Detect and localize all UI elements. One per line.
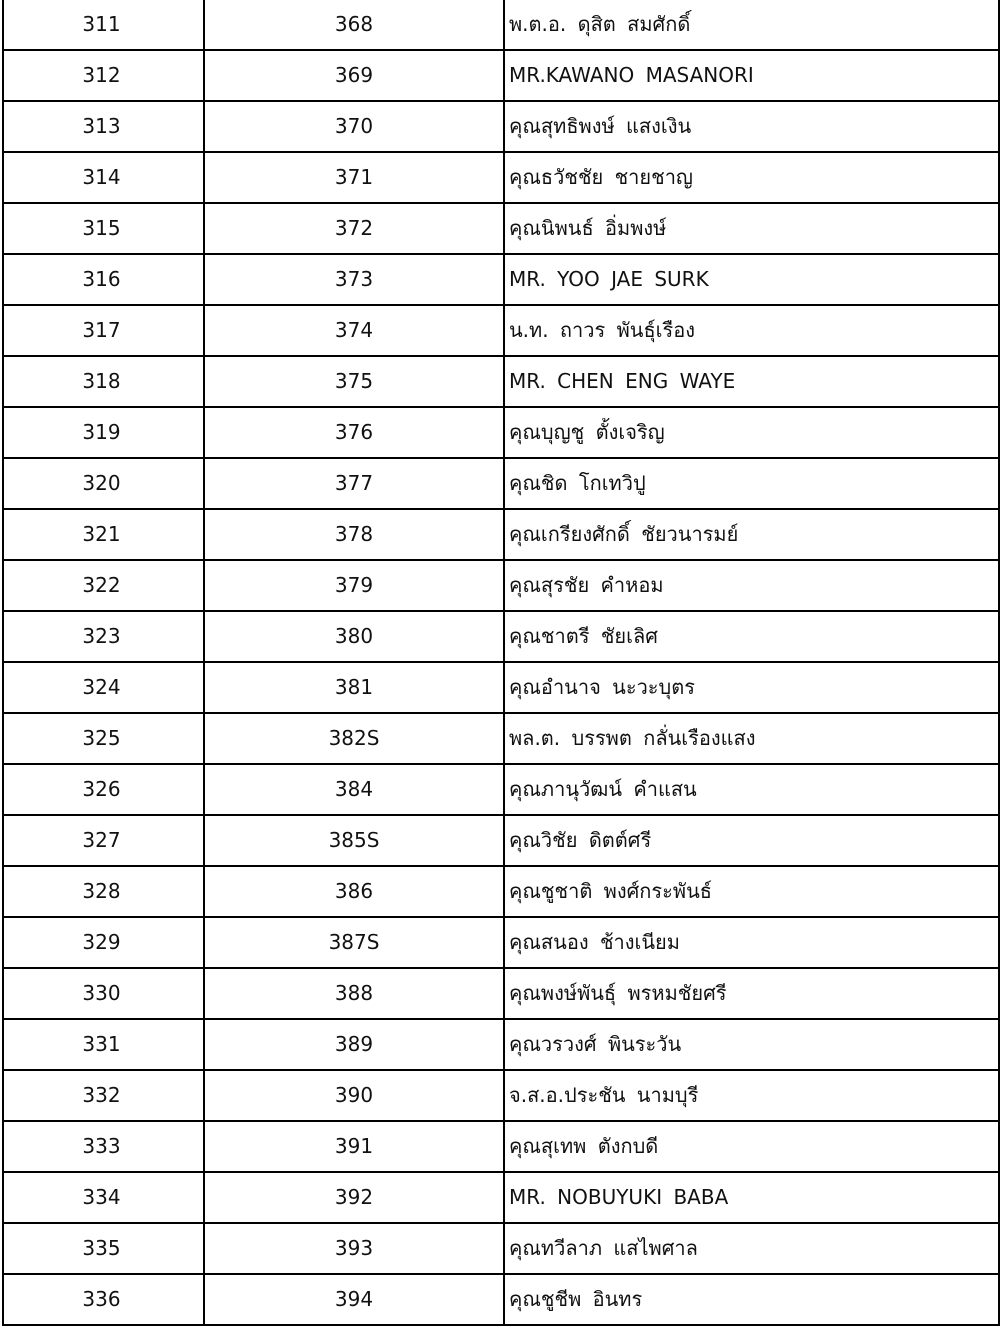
- member-name-cell: คุณสุเทพ ตังกบดี: [504, 1121, 999, 1172]
- sequence-number-cell: 314: [3, 152, 204, 203]
- sequence-number-cell: 335: [3, 1223, 204, 1274]
- member-name-cell: พ.ต.อ. ดุสิต สมศักดิ์: [504, 0, 999, 50]
- table-row: [3, 50, 999, 101]
- member-table: [2, 0, 1000, 1326]
- member-number-cell: 389: [204, 1019, 504, 1070]
- table-row: [3, 305, 999, 356]
- sequence-number-cell: 334: [3, 1172, 204, 1223]
- member-number-cell: 392: [204, 1172, 504, 1223]
- sequence-number-cell: 325: [3, 713, 204, 764]
- member-number-cell: 379: [204, 560, 504, 611]
- member-name-cell: MR.KAWANO MASANORI: [504, 50, 999, 101]
- table-row: [3, 968, 999, 1019]
- member-name-cell: คุณบุญชู ตั้งเจริญ: [504, 407, 999, 458]
- member-number-cell: 370: [204, 101, 504, 152]
- table-row: [3, 509, 999, 560]
- member-number-cell: 387S: [204, 917, 504, 968]
- sequence-number-cell: 332: [3, 1070, 204, 1121]
- table-row: [3, 458, 999, 509]
- member-name-cell: MR. NOBUYUKI BABA: [504, 1172, 999, 1223]
- member-number-cell: 390: [204, 1070, 504, 1121]
- table-row: [3, 1223, 999, 1274]
- member-number-cell: 369: [204, 50, 504, 101]
- table-row: [3, 866, 999, 917]
- member-number-cell: 394: [204, 1274, 504, 1325]
- member-name-cell: คุณสุรชัย คำหอม: [504, 560, 999, 611]
- member-name-cell: คุณพงษ์พันธุ์ พรหมชัยศรี: [504, 968, 999, 1019]
- member-name-cell: คุณชิด โกเทวิปู: [504, 458, 999, 509]
- sequence-number-cell: 316: [3, 254, 204, 305]
- table-row: [3, 662, 999, 713]
- sequence-number-cell: 318: [3, 356, 204, 407]
- member-number-cell: 376: [204, 407, 504, 458]
- sequence-number-cell: 322: [3, 560, 204, 611]
- sequence-number-cell: 317: [3, 305, 204, 356]
- sequence-number-cell: 329: [3, 917, 204, 968]
- table-row: [3, 611, 999, 662]
- sequence-number-cell: 331: [3, 1019, 204, 1070]
- sequence-number-cell: 324: [3, 662, 204, 713]
- member-number-cell: 375: [204, 356, 504, 407]
- sequence-number-cell: 319: [3, 407, 204, 458]
- table-row: [3, 101, 999, 152]
- table-row: [3, 1019, 999, 1070]
- member-number-cell: 377: [204, 458, 504, 509]
- member-name-cell: คุณนิพนธ์ อิ่มพงษ์: [504, 203, 999, 254]
- member-name-cell: จ.ส.อ.ประชัน นามบุรี: [504, 1070, 999, 1121]
- table-row: [3, 356, 999, 407]
- member-number-cell: 385S: [204, 815, 504, 866]
- sequence-number-cell: 328: [3, 866, 204, 917]
- member-number-cell: 381: [204, 662, 504, 713]
- member-name-cell: คุณเกรียงศักดิ์ ชัยวนารมย์: [504, 509, 999, 560]
- member-name-cell: พล.ต. บรรพต กลั่นเรืองแสง: [504, 713, 999, 764]
- sequence-number-cell: 315: [3, 203, 204, 254]
- sequence-number-cell: 313: [3, 101, 204, 152]
- member-number-cell: 374: [204, 305, 504, 356]
- table-row: [3, 1274, 999, 1325]
- member-number-cell: 384: [204, 764, 504, 815]
- table-row: [3, 152, 999, 203]
- member-name-cell: น.ท. ถาวร พันธุ์เรือง: [504, 305, 999, 356]
- member-name-cell: MR. YOO JAE SURK: [504, 254, 999, 305]
- member-name-cell: คุณธวัชชัย ชายชาญ: [504, 152, 999, 203]
- member-name-cell: คุณภานุวัฒน์ คำแสน: [504, 764, 999, 815]
- member-number-cell: 382S: [204, 713, 504, 764]
- table-row: [3, 713, 999, 764]
- member-name-cell: คุณอำนาจ นะวะบุตร: [504, 662, 999, 713]
- sequence-number-cell: 327: [3, 815, 204, 866]
- member-name-cell: คุณวรวงศ์ พินระวัน: [504, 1019, 999, 1070]
- table-row: [3, 560, 999, 611]
- member-number-cell: 380: [204, 611, 504, 662]
- member-number-cell: 378: [204, 509, 504, 560]
- member-name-cell: คุณชูชีพ อินทร: [504, 1274, 999, 1325]
- member-number-cell: 386: [204, 866, 504, 917]
- member-number-cell: 391: [204, 1121, 504, 1172]
- member-name-cell: คุณสนอง ช้างเนียม: [504, 917, 999, 968]
- member-name-cell: MR. CHEN ENG WAYE: [504, 356, 999, 407]
- member-table-body: [3, 0, 999, 1325]
- sequence-number-cell: 312: [3, 50, 204, 101]
- member-name-cell: คุณชูชาติ พงศ์กระพันธ์: [504, 866, 999, 917]
- sequence-number-cell: 326: [3, 764, 204, 815]
- member-name-cell: คุณสุทธิพงษ์ แสงเงิน: [504, 101, 999, 152]
- sequence-number-cell: 311: [3, 0, 204, 50]
- member-name-cell: คุณทวีลาภ แสไพศาล: [504, 1223, 999, 1274]
- table-row: [3, 815, 999, 866]
- table-row: [3, 1121, 999, 1172]
- table-row: [3, 254, 999, 305]
- table-row: [3, 1070, 999, 1121]
- member-number-cell: 368: [204, 0, 504, 50]
- member-number-cell: 371: [204, 152, 504, 203]
- member-number-cell: 388: [204, 968, 504, 1019]
- table-row: [3, 203, 999, 254]
- sequence-number-cell: 321: [3, 509, 204, 560]
- table-row: [3, 764, 999, 815]
- member-number-cell: 373: [204, 254, 504, 305]
- table-row: [3, 407, 999, 458]
- table-row: [3, 917, 999, 968]
- member-name-cell: คุณวิชัย ดิตต์ศรี: [504, 815, 999, 866]
- member-number-cell: 372: [204, 203, 504, 254]
- sequence-number-cell: 320: [3, 458, 204, 509]
- table-row: [3, 1172, 999, 1223]
- member-name-cell: คุณชาตรี ชัยเลิศ: [504, 611, 999, 662]
- table-row: [3, 0, 999, 50]
- sequence-number-cell: 330: [3, 968, 204, 1019]
- sequence-number-cell: 333: [3, 1121, 204, 1172]
- sequence-number-cell: 336: [3, 1274, 204, 1325]
- sequence-number-cell: 323: [3, 611, 204, 662]
- member-number-cell: 393: [204, 1223, 504, 1274]
